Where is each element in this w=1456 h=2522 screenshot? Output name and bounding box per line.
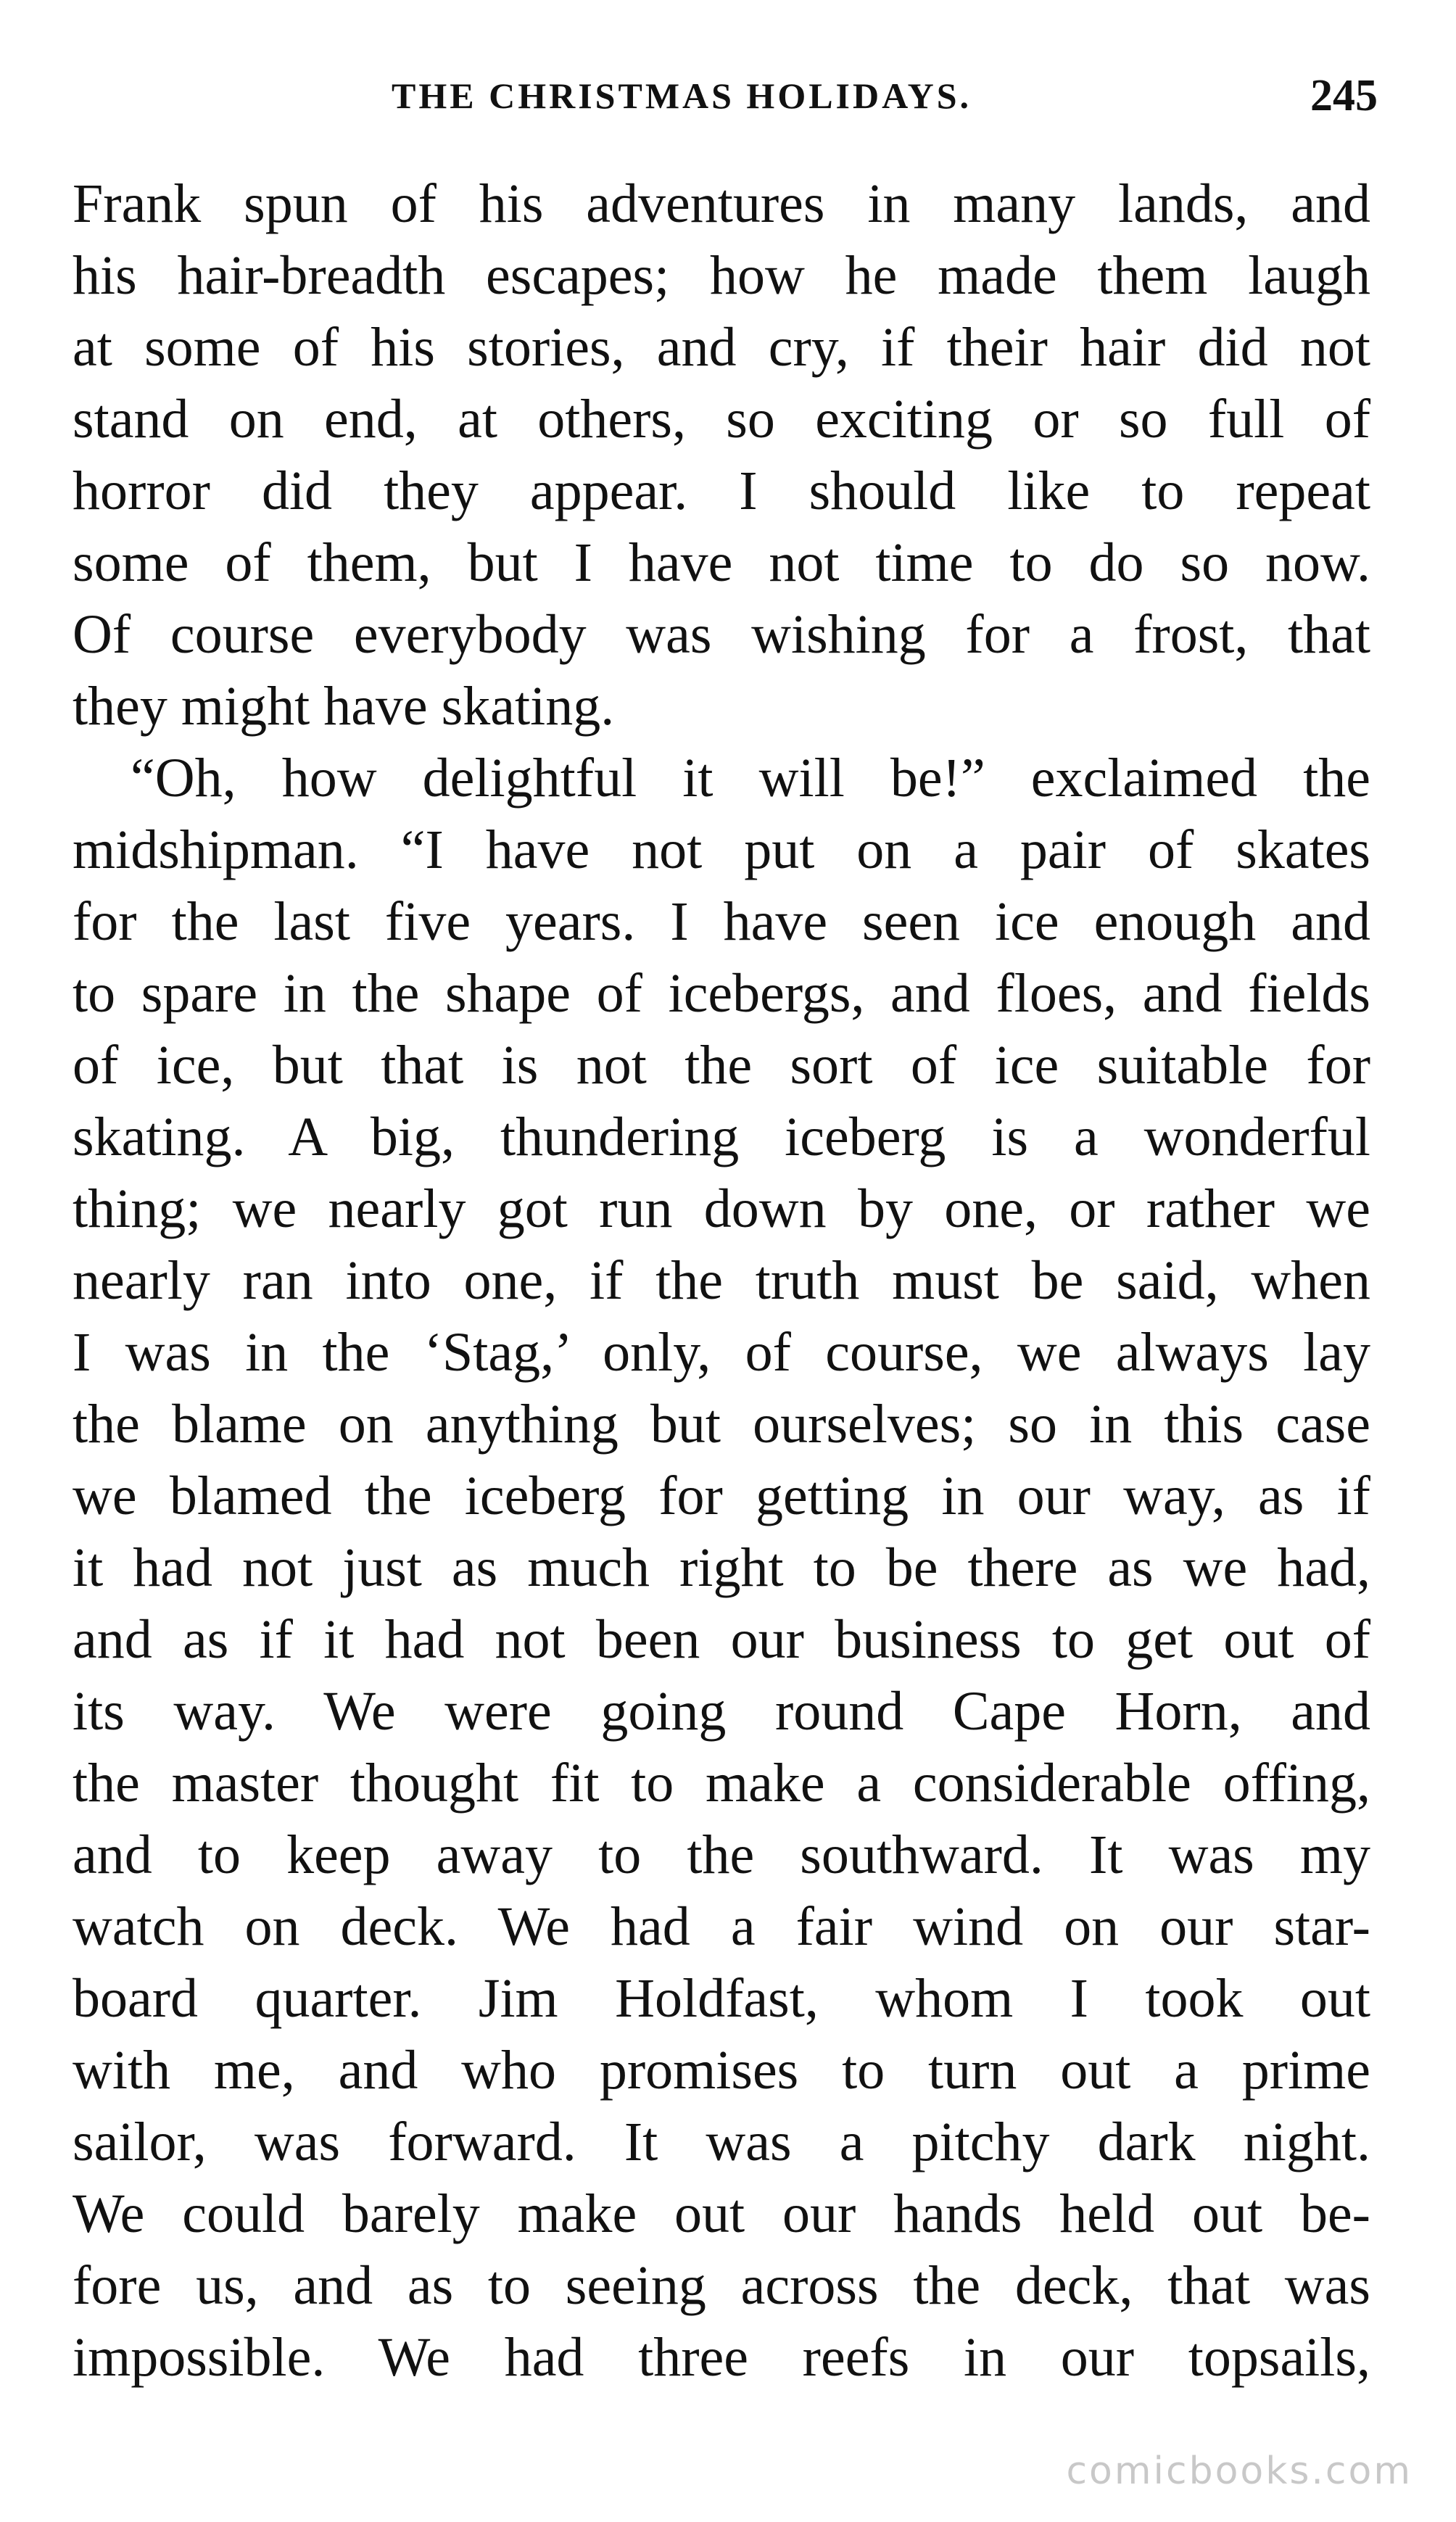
text-line: they might have skating. <box>73 676 615 737</box>
text-line: of ice, but that is not the sort of ice suitable for <box>73 1035 1370 1096</box>
text-line: the master thought fit to make a considerable offing, <box>73 1753 1370 1814</box>
text-line: horror did they appear. I should like to repeat <box>73 460 1370 521</box>
running-header <box>392 67 1378 125</box>
text-line: and to keep away to the southward. It was my <box>73 1824 1370 1885</box>
text-line: it had not just as much right to be there as we had, <box>73 1537 1370 1598</box>
text-line: for the last five years. I have seen ice enough and <box>73 891 1370 952</box>
text-line: fore us, and as to seeing across the deck, that was <box>73 2255 1370 2316</box>
text-line: We could barely make out our hands held out be- <box>73 2183 1370 2244</box>
text-line: the blame on anything but ourselves; so in this case <box>73 1394 1370 1455</box>
text-line: stand on end, at others, so exciting or so full of <box>73 389 1370 450</box>
text-line: his hair-breadth escapes; how he made them laugh <box>73 245 1370 306</box>
watermark: comicbooks.com <box>1066 2449 1412 2493</box>
text-line: its way. We were going round Cape Horn, and <box>73 1681 1370 1742</box>
text-line: at some of his stories, and cry, if their hair did not <box>73 317 1370 378</box>
running-title: THE CHRISTMAS HOLIDAYS. <box>392 75 972 116</box>
text-line: Frank spun of his adventures in many lands, and <box>73 173 1370 234</box>
text-line: with me, and who promises to turn out a prime <box>73 2040 1370 2101</box>
page-number: 245 <box>1310 71 1378 120</box>
text-line: Of course everybody was wishing for a frost, that <box>73 604 1370 665</box>
text-line: nearly ran into one, if the truth must be said, when <box>73 1250 1370 1311</box>
text-line: “Oh, how delightful it will be!” exclaimed the <box>131 748 1370 809</box>
text-line: impossible. We had three reefs in our topsails, <box>73 2327 1370 2388</box>
text-line: to spare in the shape of icebergs, and floes, and fields <box>73 963 1370 1024</box>
text-line: midshipman. “I have not put on a pair of skates <box>73 819 1370 880</box>
text-line: sailor, was forward. It was a pitchy dark night. <box>73 2112 1370 2172</box>
text-line: some of them, but I have not time to do so now. <box>73 532 1370 593</box>
text-line: I was in the ‘Stag,’ only, of course, we always lay <box>73 1322 1370 1383</box>
body-text <box>73 168 1370 2394</box>
text-line: and as if it had not been our business to get out of <box>73 1609 1370 1670</box>
text-line: skating. A big, thundering iceberg is a wonderful <box>73 1107 1370 1167</box>
text-line: we blamed the iceberg for getting in our way, as if <box>73 1465 1370 1526</box>
text-line: board quarter. Jim Holdfast, whom I took out <box>73 1968 1370 2029</box>
text-line: thing; we nearly got run down by one, or rather we <box>73 1178 1370 1239</box>
text-line: watch on deck. We had a fair wind on our star- <box>73 1896 1370 1957</box>
